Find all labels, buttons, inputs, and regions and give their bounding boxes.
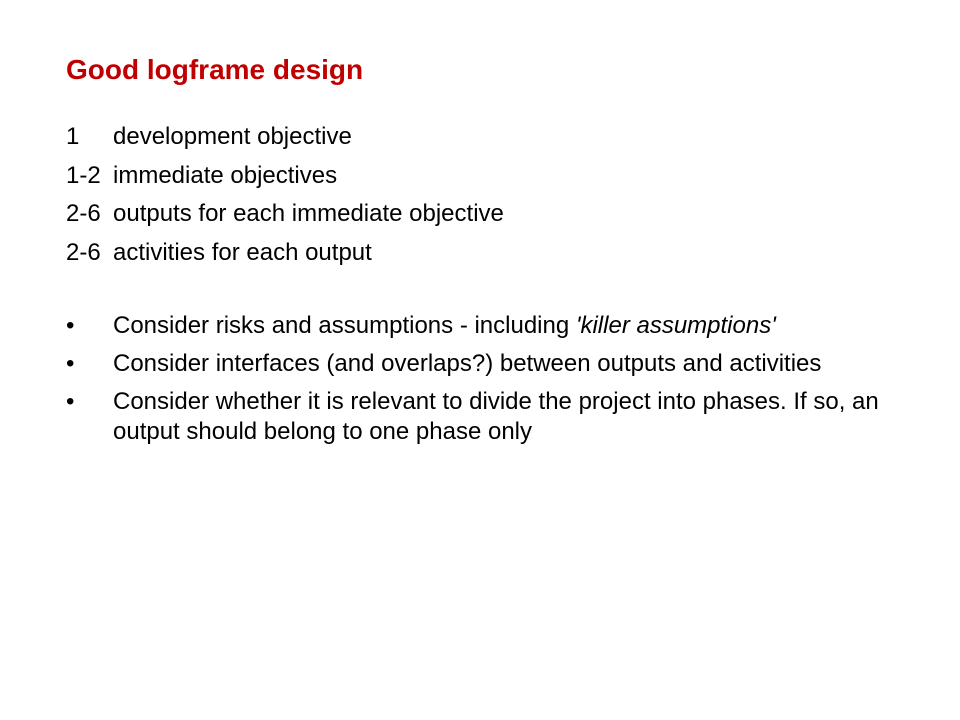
bullet-item [66,311,926,341]
bullet-icon: • [66,388,75,415]
bullet-text [113,311,926,341]
bullet-icon: • [66,350,75,377]
bullet-text: Consider whether it is relevant to divide the project into phases. If so, an output should belong to one phase only [113,388,879,445]
level-count: 2-6 [66,238,101,266]
level-row [66,157,926,196]
slide-title: Good logframe design [66,54,364,85]
bullet-text: Consider interfaces (and overlaps?) between outputs and activities [113,350,822,377]
level-count: 1 [66,123,80,151]
level-text: outputs for each immediate objective [113,200,504,228]
objective-levels-list [66,118,926,272]
level-row [66,195,926,234]
level-row [66,234,926,273]
bullet-item [66,387,926,447]
bullet-text-plain: Consider risks and assumptions - including [113,312,576,339]
level-row [66,118,926,157]
bullet-item [66,349,926,379]
level-text: activities for each output [113,238,372,266]
level-count: 1-2 [66,161,101,189]
considerations-list [66,311,926,455]
level-count: 2-6 [66,200,101,228]
level-text: immediate objectives [113,161,338,189]
level-text: development objective [113,123,352,151]
bullet-text-emphasis: 'killer assumptions' [575,312,776,339]
bullet-icon: • [66,312,75,339]
